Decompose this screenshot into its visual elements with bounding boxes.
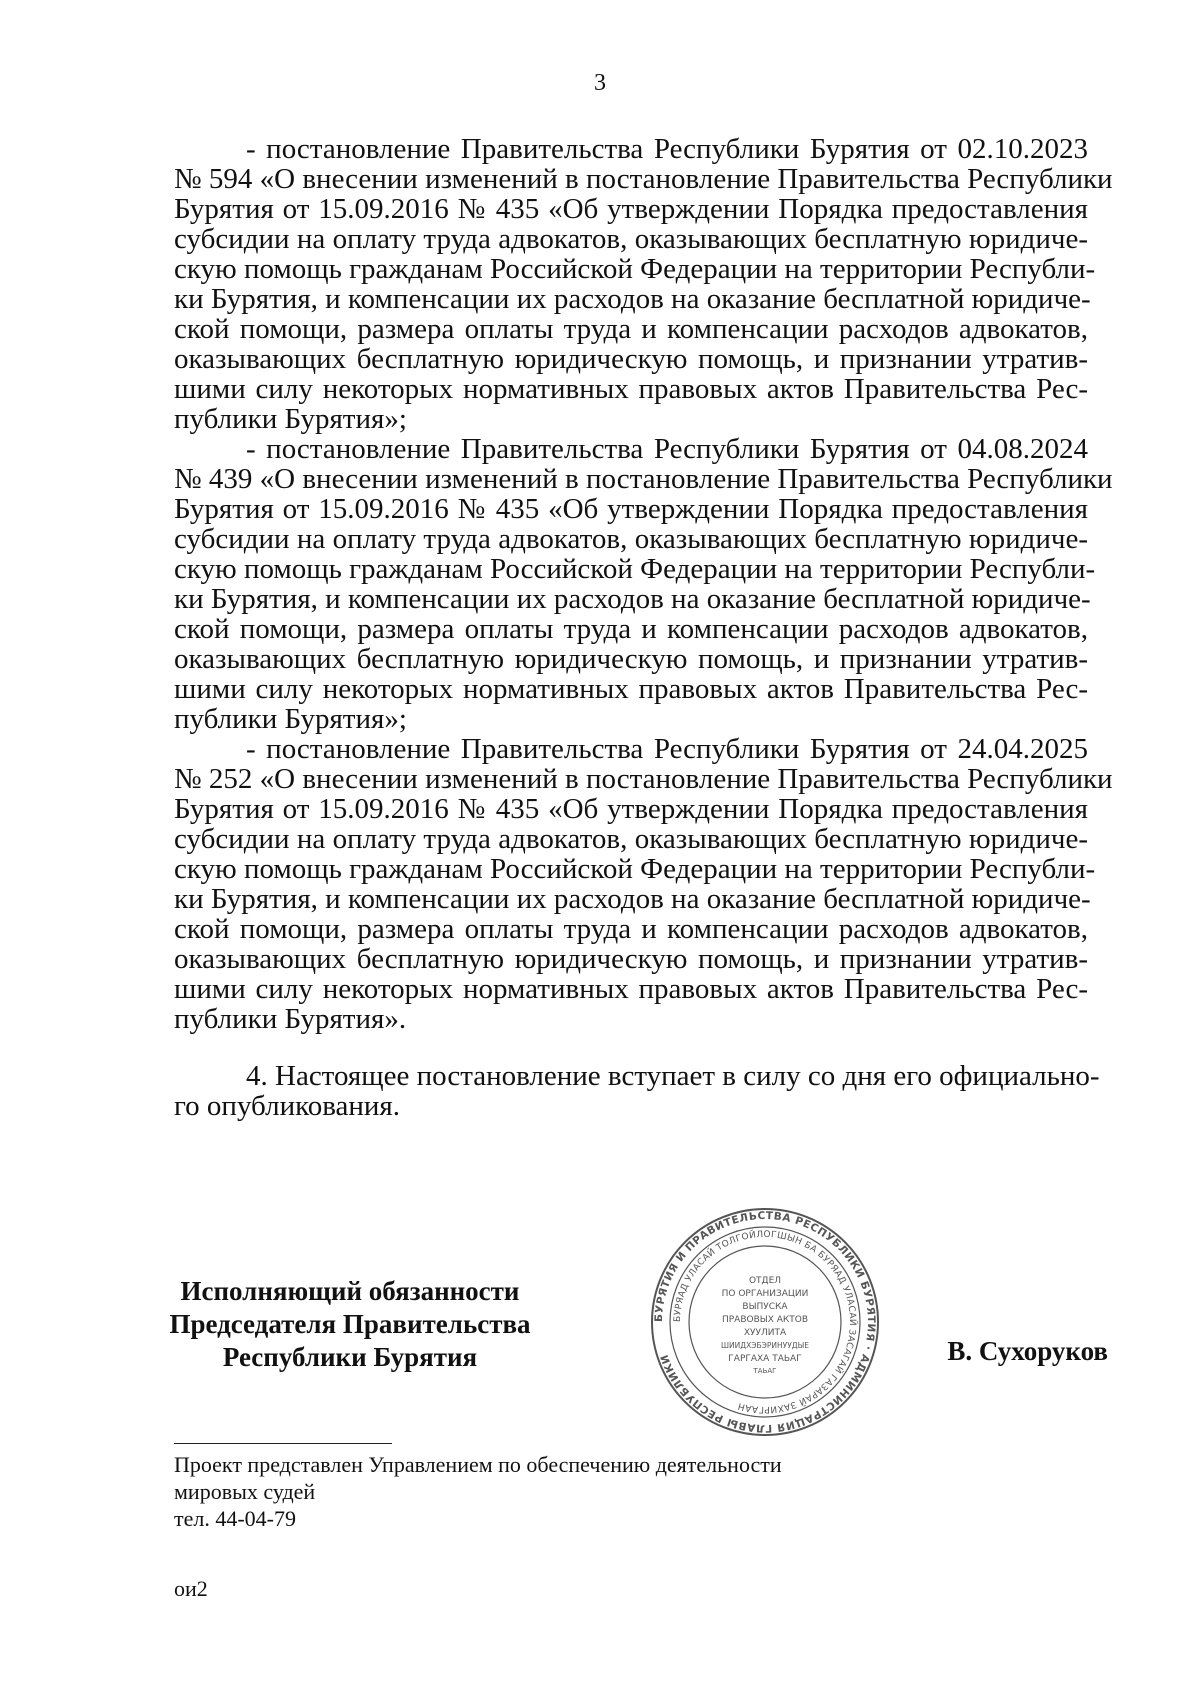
- body-line: публики Бурятия»;: [174, 703, 407, 735]
- body-line: оказывающих бесплатную юридическую помощь, и признании утратив-: [174, 343, 1088, 375]
- body-line: ки Бурятия, и компенсации их расходов на оказание бесплатной юридиче-: [174, 283, 1091, 315]
- signer-role-line: Председателя Правительства: [169, 1309, 531, 1339]
- body-line: Бурятия от 15.09.2016 № 435 «Об утверждении Порядка предоставления: [174, 193, 1088, 225]
- body-line: публики Бурятия».: [174, 1003, 407, 1035]
- body-line: публики Бурятия»;: [174, 403, 407, 435]
- body-line: оказывающих бесплатную юридическую помощь, и признании утратив-: [174, 943, 1088, 975]
- body-line: № 439 «О внесении изменений в постановление Правительства Республики: [174, 463, 1113, 495]
- signer-name: В. Сухоруков: [947, 1336, 1108, 1366]
- body-line: шими силу некоторых нормативных правовых актов Правительства Рес-: [174, 373, 1088, 405]
- body-line: ской помощи, размера оплаты труда и компенсации расходов адвокатов,: [174, 613, 1088, 645]
- body-line: оказывающих бесплатную юридическую помощь, и признании утратив-: [174, 643, 1088, 675]
- footnote-line: Проект представлен Управлением по обеспечению деятельности: [174, 1452, 782, 1477]
- body-line: - постановление Правительства Республики Бурятия от 04.08.2024: [246, 433, 1088, 465]
- body-line: субсидии на оплату труда адвокатов, оказывающих бесплатную юридиче-: [174, 223, 1088, 255]
- body-line: скую помощь гражданам Российской Федерации на территории Республи-: [174, 553, 1096, 585]
- seal-center-line: ПРАВОВЫХ АКТОВ: [721, 1315, 809, 1325]
- footnote-divider: [174, 1443, 392, 1444]
- body-line: субсидии на оплату труда адвокатов, оказывающих бесплатную юридиче-: [174, 823, 1088, 855]
- body-line: № 252 «О внесении изменений в постановление Правительства Республики: [174, 763, 1113, 795]
- body-line: Бурятия от 15.09.2016 № 435 «Об утверждении Порядка предоставления: [174, 493, 1088, 525]
- seal-center-line: ТАЬАГ: [753, 1367, 777, 1375]
- page-number: 3: [594, 70, 606, 96]
- seal-center-line: ГАРГАХА ТАЬАГ: [728, 1354, 802, 1364]
- seal-center-line: ПО ОРГАНИЗАЦИИ: [721, 1289, 809, 1299]
- body-line: - постановление Правительства Республики Бурятия от 02.10.2023: [246, 133, 1088, 165]
- seal-outer-text: БУРЯТИЯ И ПРАВИТЕЛЬСТВА РЕСПУБЛИКИ БУРЯТИЯ · АДМИНИСТРАЦИЯ ГЛАВЫ РЕСПУБЛИКИ: [652, 1209, 878, 1435]
- signer-role-line: Исполняющий обязанности: [180, 1276, 520, 1306]
- body-line: ской помощи, размера оплаты труда и компенсации расходов адвокатов,: [174, 913, 1088, 945]
- body-line: скую помощь гражданам Российской Федерации на территории Республи-: [174, 253, 1096, 285]
- seal-center-line: ОТДЕЛ: [748, 1276, 782, 1286]
- body-line: скую помощь гражданам Российской Федерации на территории Республи-: [174, 853, 1096, 885]
- body-line: ской помощи, размера оплаты труда и компенсации расходов адвокатов,: [174, 313, 1088, 345]
- seal-center-line: ВЫПУСКА: [742, 1302, 788, 1312]
- body-line: шими силу некоторых нормативных правовых актов Правительства Рес-: [174, 973, 1088, 1005]
- seal-inner-text: БУРЯАД УЛАСАЙ ТОЛГОЙЛОГШЫН БА БУРЯАД УЛАСАЙ ЗАСАГАЙ ГАЗАРАЙ ЗАХИРГААН: [672, 1229, 858, 1415]
- body-line: 4. Настоящее постановление вступает в силу со дня его официально-: [246, 1060, 1100, 1092]
- body-line: ки Бурятия, и компенсации их расходов на оказание бесплатной юридиче-: [174, 583, 1091, 615]
- body-line: шими силу некоторых нормативных правовых актов Правительства Рес-: [174, 673, 1088, 705]
- body-line: субсидии на оплату труда адвокатов, оказывающих бесплатную юридиче-: [174, 523, 1088, 555]
- doc-code: ои2: [174, 1576, 208, 1601]
- body-line: Бурятия от 15.09.2016 № 435 «Об утверждении Порядка предоставления: [174, 793, 1088, 825]
- signer-role-line: Республики Бурятия: [222, 1342, 478, 1372]
- body-line: го опубликования.: [174, 1090, 401, 1122]
- footnote-line: мировых судей: [174, 1479, 316, 1504]
- seal-center-line: ХУУЛИТА: [743, 1328, 787, 1338]
- body-line: № 594 «О внесении изменений в постановление Правительства Республики: [174, 163, 1113, 195]
- body-line: - постановление Правительства Республики Бурятия от 24.04.2025: [246, 733, 1088, 765]
- footnote-line: тел. 44-04-79: [174, 1506, 297, 1531]
- body-line: ки Бурятия, и компенсации их расходов на оказание бесплатной юридиче-: [174, 883, 1091, 915]
- official-seal-icon: [650, 1207, 880, 1437]
- seal-center-line: ШИИДХЭБЭРИНУУДЫЕ: [721, 1341, 809, 1350]
